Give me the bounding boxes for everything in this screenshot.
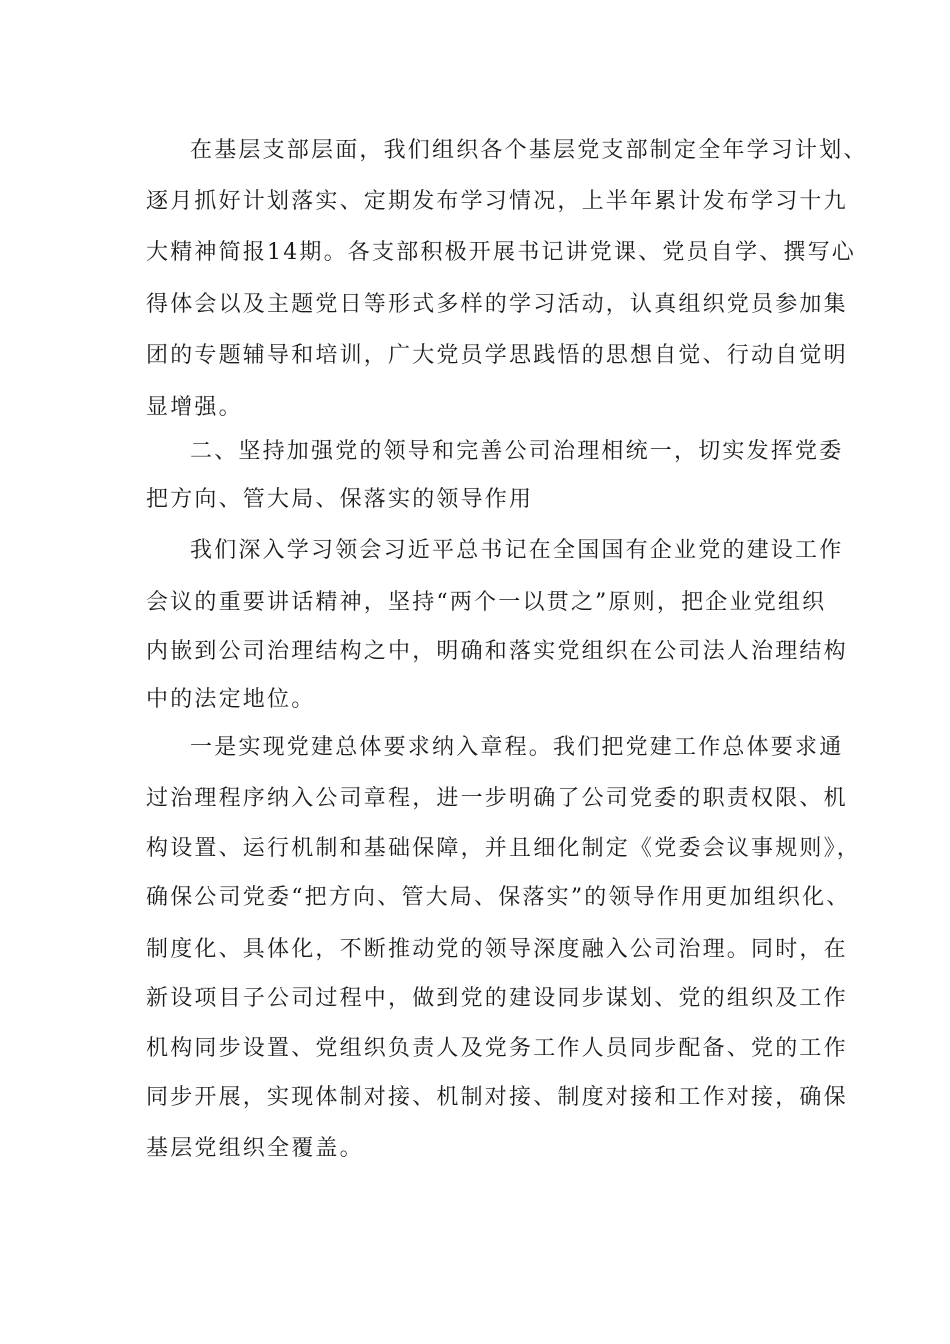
section-heading-line: 二、坚持加强党的领导和完善公司治理相统一，切实发挥党委 [190,439,844,464]
paragraph-line: 制度化、具体化，不断推动党的领导深度融入公司治理。同时，在 [146,937,848,962]
paragraph-line: 基层党组织全覆盖。 [146,1136,364,1161]
paragraph-line: 团的专题辅导和培训，广大党员学思践悟的思想自觉、行动自觉明 [146,343,848,368]
paragraph-line: 中的法定地位。 [146,687,316,712]
paragraph-line: 确保公司党委“把方向、管大局、保落实”的领导作用更加组织化、 [146,885,851,910]
paragraph-line: 同步开展，实现体制对接、机制对接、制度对接和工作对接，确保 [146,1085,848,1110]
paragraph-line: 一是实现党建总体要求纳入章程。我们把党建工作总体要求通 [190,735,844,760]
paragraph-line: 得体会以及主题党日等形式多样的学习活动，认真组织党员参加集 [146,292,848,317]
paragraph-line: 在基层支部层面，我们组织各个基层党支部制定全年学习计划、 [190,138,868,163]
paragraph-line: 逐月抓好计划落实、定期发布学习情况，上半年累计发布学习十九 [146,189,848,214]
paragraph-line: 我们深入学习领会习近平总书记在全国国有企业党的建设工作 [190,538,844,563]
paragraph-line: 过治理程序纳入公司章程，进一步明确了公司党委的职责权限、机 [146,786,848,811]
paragraph-line: 新设项目子公司过程中，做到党的建设同步谋划、党的组织及工作 [146,986,848,1011]
paragraph-line: 机构同步设置、党组织负责人及党务工作人员同步配备、党的工作 [146,1036,848,1061]
paragraph-line: 会议的重要讲话精神，坚持“两个一以贯之”原则，把企业党组织 [146,590,827,615]
paragraph-line: 内嵌到公司治理结构之中，明确和落实党组织在公司法人治理结构 [146,639,848,664]
paragraph-line: 构设置、运行机制和基础保障，并且细化制定《党委会议事规则》， [146,836,862,861]
paragraph-line: 显增强。 [146,395,243,420]
paragraph-line: 大精神简报14期。各支部积极开展书记讲党课、党员自学、撰写心 [146,240,856,265]
section-heading-line: 把方向、管大局、保落实的领导作用 [146,487,534,512]
